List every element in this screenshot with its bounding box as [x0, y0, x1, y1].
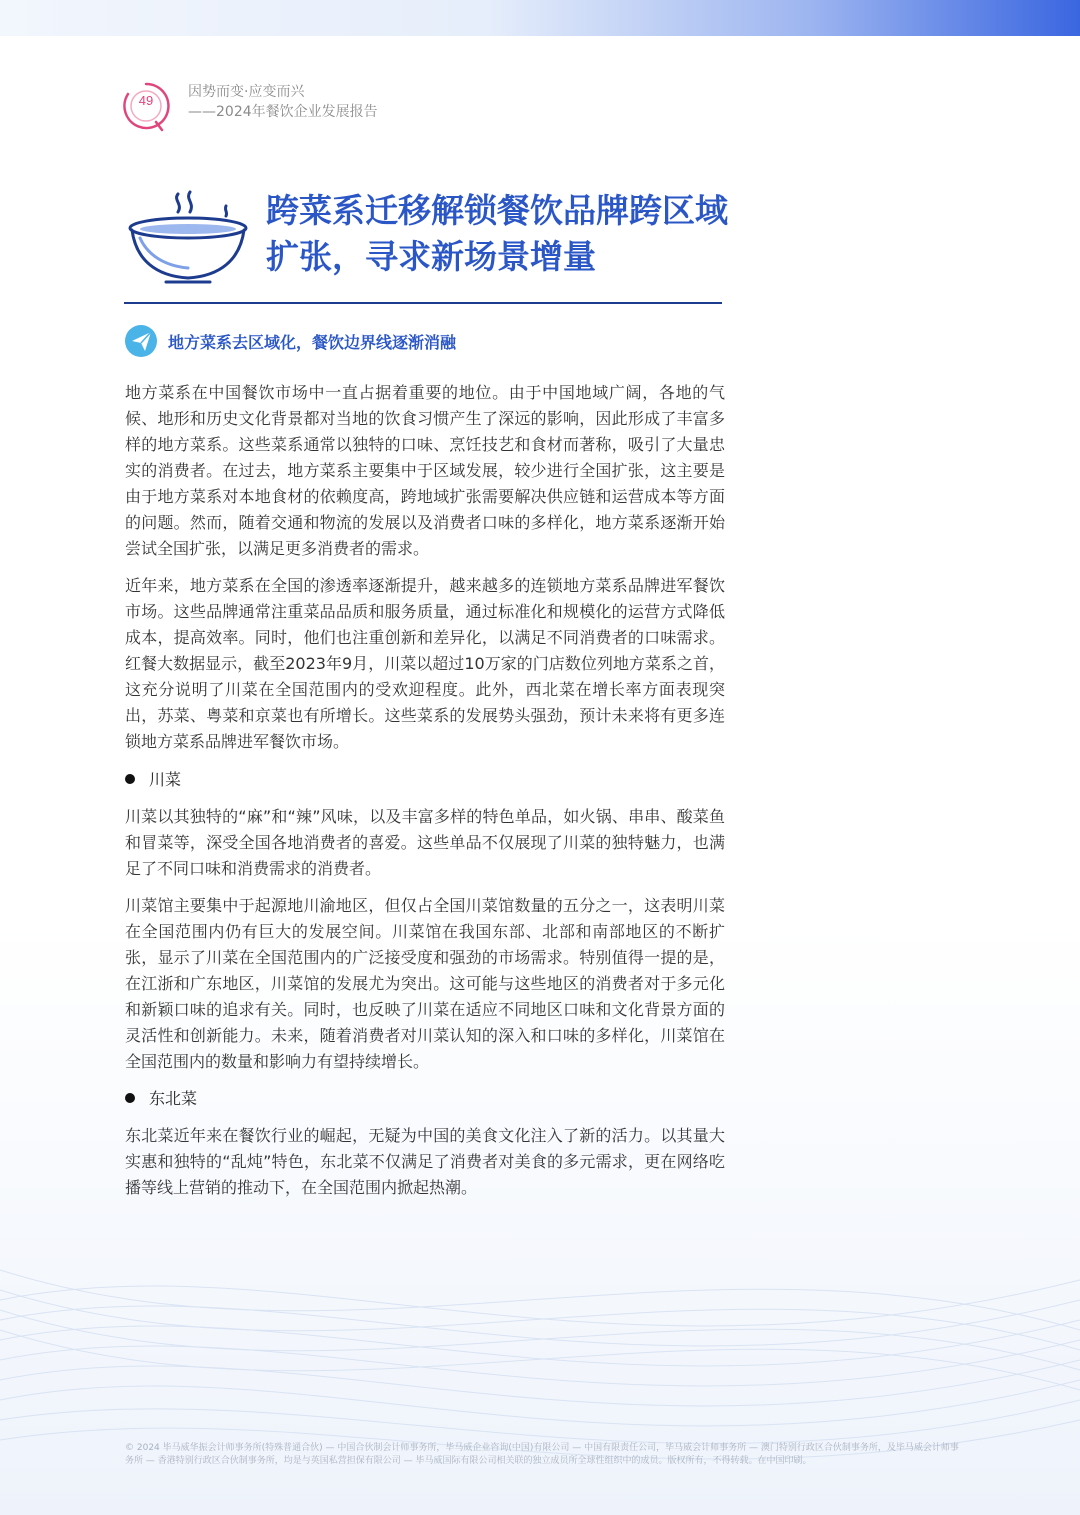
page-number: 49 — [138, 93, 154, 108]
paragraph-penetration: 近年来，地方菜系在全国的渗透率逐渐提升，越来越多的连锁地方菜系品牌进军餐饮市场。这些品牌通常注重菜品品质和服务质量，通过标准化和规模化的运营方式降低成本，提高效率。同时，他们也注重创新和差异化，以满足不同消费者的口味需求。红餐大数据显示，截至2023年9月，川菜以超过10万家的门店数位列地方菜系之首，这充分说明了川菜在全国范围内的受欢迎程度。此外，西北菜在增长率方面表现突出，苏菜、粤菜和京菜也有所增长。这些菜系的发展势头强劲，预计未来将有更多连锁地方菜系品牌进军餐饮市场。 — [125, 576, 725, 751]
bullet-dongbei — [125, 1087, 197, 1111]
bullet-dot-icon — [125, 1093, 135, 1103]
copyright-footer: © 2024 毕马威华振会计师事务所(特殊普通合伙) — 中国合伙制会计师事务所，毕马威企业咨询(中国)有限公司 — 中国有限责任公司，毕马威会计师事务所 — 澳门特别行政区合伙制事务所，及毕马威会计师事务所 — 香港特别行政区合伙制事务所，均是与英国私营担保有限公司 — 毕马威国际有限公司相关联的独立成员所全球性组织中的成员。版权所有，不得转载。在中国印刷。 — [125, 1443, 959, 1466]
paragraph-dongbei: 东北菜近年来在餐饮行业的崛起，无疑为中国的美食文化注入了新的活力。以其量大实惠和独特的“乱炖”特色，东北菜不仅满足了消费者对美食的多元需求，更在网络吃播等线上营销的推动下，在全国范围内掀起热潮。 — [125, 1126, 725, 1197]
steaming-bowl-icon — [126, 190, 252, 290]
paper-plane-icon — [124, 324, 158, 358]
report-title: 因势而变·应变而兴 — [188, 84, 305, 100]
bullet-dot-icon — [125, 774, 135, 784]
bullet-sichuan — [125, 768, 181, 792]
bullet-label: 东北菜 — [149, 1089, 198, 1108]
section-heading: 跨菜系迁移解锁餐饮品牌跨区域扩张，寻求新场景增量 — [266, 191, 728, 276]
paragraph-sichuan-distribution: 川菜馆主要集中于起源地川渝地区，但仅占全国川菜馆数量的五分之一，这表明川菜在全国范围内仍有巨大的发展空间。川菜馆在我国东部、北部和南部地区的不断扩张，显示了川菜在全国范围内的广泛接受度和强劲的市场需求。特别值得一提的是，在江浙和广东地区，川菜馆的发展尤为突出。这可能与这些地区的消费者对于多元化和新颖口味的追求有关。同时，也反映了川菜在适应不同地区口味和文化背景方面的灵活性和创新能力。未来，随着消费者对川菜认知的深入和口味的多样化，川菜馆在全国范围内的数量和影响力有望持续增长。 — [125, 896, 725, 1071]
bullet-label: 川菜 — [149, 770, 182, 789]
report-subtitle: ——2024年餐饮企业发展报告 — [188, 104, 378, 120]
heading-divider — [124, 302, 722, 304]
paragraph-sichuan-flavor: 川菜以其独特的“麻”和“辣”风味，以及丰富多样的特色单品，如火锅、串串、酸菜鱼和冒菜等，深受全国各地消费者的喜爱。这些单品不仅展现了川菜的独特魅力，也满足了不同口味和消费需求的消费者。 — [125, 807, 725, 878]
top-gradient-bar — [0, 0, 1080, 36]
subsection-heading: 地方菜系去区域化，餐饮边界线逐渐消融 — [168, 333, 457, 352]
paragraph-regional-cuisines: 地方菜系在中国餐饮市场中一直占据着重要的地位。由于中国地域广阔，各地的气候、地形和历史文化背景都对当地的饮食习惯产生了深远的影响，因此形成了丰富多样的地方菜系。这些菜系通常以独特的口味、烹饪技艺和食材而著称，吸引了大量忠实的消费者。在过去，地方菜系主要集中于区域发展，较少进行全国扩张，这主要是由于地方菜系对本地食材的依赖度高，跨地域扩张需要解决供应链和运营成本等方面的问题。然而，随着交通和物流的发展以及消费者口味的多样化，地方菜系逐渐开始尝试全国扩张，以满足更多消费者的需求。 — [125, 383, 725, 558]
